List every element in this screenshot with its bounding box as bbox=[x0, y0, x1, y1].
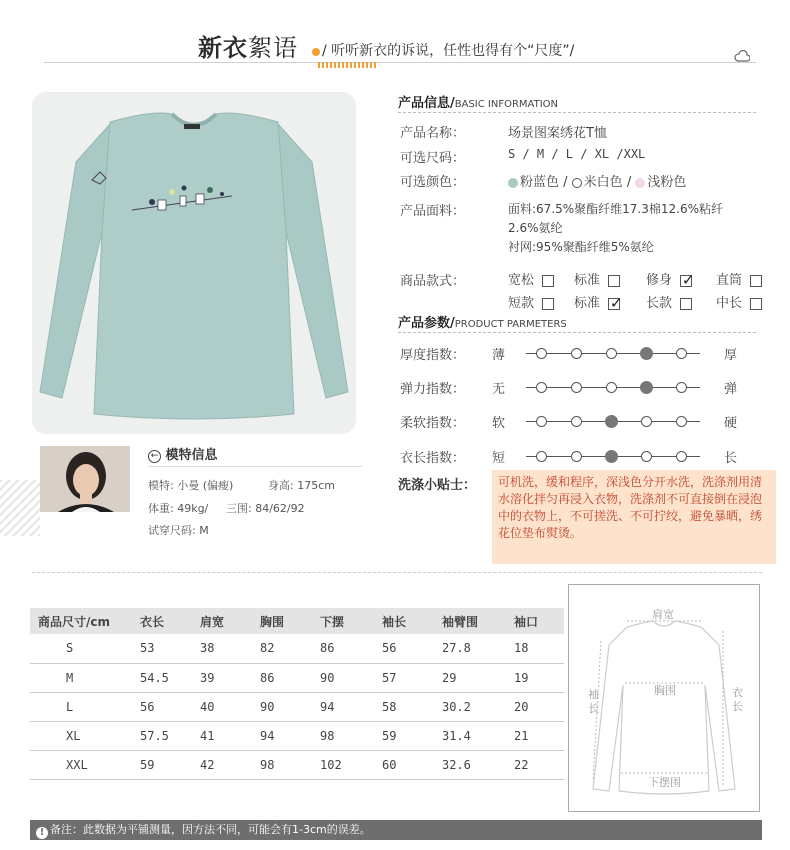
style-option: 宽松 bbox=[508, 273, 535, 288]
style-label: 商品款式： bbox=[400, 274, 466, 289]
scale-label: 柔软指数： bbox=[400, 416, 466, 431]
style-option: 标准 bbox=[574, 296, 601, 311]
table-cell: 20 bbox=[506, 692, 564, 721]
style-checkbox[interactable] bbox=[680, 298, 692, 310]
table-cell: 29 bbox=[434, 663, 506, 692]
table-cell: 86 bbox=[252, 663, 312, 692]
scale-dot bbox=[536, 451, 547, 462]
scale-min-label: 软 bbox=[492, 416, 506, 431]
table-header: 肩宽 bbox=[192, 608, 252, 634]
table-cell: 32.6 bbox=[434, 750, 506, 779]
fabric-line-1: 面料:67.5%聚酯纤维17.3棉12.6%粘纤 bbox=[508, 202, 724, 216]
size-table bbox=[30, 608, 564, 780]
scale-dot bbox=[571, 348, 582, 359]
color-options bbox=[508, 171, 686, 190]
style-checkbox[interactable] bbox=[750, 298, 762, 310]
table-cell: 31.4 bbox=[434, 721, 506, 750]
scale-label: 厚度指数： bbox=[400, 348, 466, 363]
diagram-hem-label: 下摆围 bbox=[648, 776, 681, 789]
table-header: 袖臂围 bbox=[434, 608, 506, 634]
page-title bbox=[198, 28, 298, 63]
scale-max-label: 硬 bbox=[724, 416, 738, 431]
model-heading-text: 模特信息 bbox=[165, 448, 218, 463]
table-cell: 39 bbox=[192, 663, 252, 692]
title-light: 絮语 bbox=[248, 34, 298, 62]
table-row bbox=[30, 634, 564, 663]
diagram-shoulder-label: 肩宽 bbox=[652, 608, 674, 621]
model-info-heading bbox=[148, 444, 218, 463]
table-cell: 90 bbox=[312, 663, 374, 692]
exclamation-icon: ! bbox=[36, 827, 48, 839]
table-cell: 98 bbox=[312, 721, 374, 750]
scale-dot bbox=[676, 348, 687, 359]
scale-dot-selected bbox=[640, 381, 653, 394]
fabric-line-2: 2.6%氨纶 bbox=[508, 221, 563, 235]
scale-dot-selected bbox=[605, 415, 618, 428]
scale-dot bbox=[536, 348, 547, 359]
diagram-sleeve-label-1: 袖 bbox=[588, 688, 599, 701]
arrow-circle-icon: ← bbox=[148, 450, 161, 463]
style-row-2-b bbox=[574, 292, 623, 312]
table-row bbox=[30, 692, 564, 721]
decorative-zigzag bbox=[0, 480, 40, 536]
diagram-sleeve-label-2: 长 bbox=[588, 702, 599, 715]
model-size: 试穿尺码: M bbox=[148, 524, 209, 537]
table-cell: 27.8 bbox=[434, 634, 506, 663]
fabric-line-3: 衬网:95%聚酯纤维5%氨纶 bbox=[508, 240, 654, 254]
table-header: 下摆 bbox=[312, 608, 374, 634]
scale-dot bbox=[641, 416, 652, 427]
page-subtitle: / 听听新衣的诉说，任性也得有个“尺度”/ bbox=[322, 43, 575, 59]
color-separator: / bbox=[622, 175, 632, 190]
table-cell: 56 bbox=[374, 634, 434, 663]
diagram-length-label-2: 长 bbox=[732, 700, 743, 713]
scale-min-label: 薄 bbox=[492, 348, 506, 363]
size-label: 可选尺码： bbox=[400, 151, 466, 166]
table-cell: 60 bbox=[374, 750, 434, 779]
table-cell: 57 bbox=[374, 663, 434, 692]
header-divider bbox=[44, 62, 756, 63]
style-option: 短款 bbox=[508, 296, 535, 311]
color-separator: / bbox=[559, 175, 568, 190]
table-cell: 86 bbox=[312, 634, 374, 663]
table-cell: 94 bbox=[252, 721, 312, 750]
style-row-2-c bbox=[646, 292, 692, 311]
table-cell: 38 bbox=[192, 634, 252, 663]
style-option: 长款 bbox=[646, 296, 673, 311]
title-bold: 新衣 bbox=[198, 33, 248, 62]
product-params-title bbox=[398, 312, 567, 331]
scale-dot bbox=[606, 382, 617, 393]
scale-dot-selected bbox=[605, 450, 618, 463]
table-cell: 90 bbox=[252, 692, 312, 721]
scale-max-label: 弹 bbox=[724, 382, 738, 397]
table-header: 商品尺寸/cm bbox=[30, 608, 132, 634]
scale-dot bbox=[641, 451, 652, 462]
scale-max-label: 厚 bbox=[724, 348, 738, 363]
name-value: 场景图案绣花T恤 bbox=[508, 126, 607, 141]
style-checkbox[interactable] bbox=[608, 275, 620, 287]
color-swatch-blue[interactable] bbox=[508, 178, 518, 188]
color-swatch-white[interactable] bbox=[572, 178, 582, 188]
product-params-title-cn: 产品参数/ bbox=[398, 316, 455, 331]
table-row bbox=[30, 721, 564, 750]
care-label: 洗涤小贴士： bbox=[398, 478, 477, 493]
style-option: 标准 bbox=[574, 273, 601, 288]
color-label: 可选颜色： bbox=[400, 175, 466, 190]
section-divider bbox=[32, 572, 762, 573]
style-checkbox-checked[interactable] bbox=[680, 270, 695, 289]
table-cell: 58 bbox=[374, 692, 434, 721]
color-swatch-pink[interactable] bbox=[635, 178, 645, 188]
product-info-divider bbox=[398, 112, 756, 113]
table-header: 衣长 bbox=[132, 608, 192, 634]
scale-dot bbox=[676, 416, 687, 427]
style-checkbox[interactable] bbox=[750, 275, 762, 287]
table-cell: 94 bbox=[312, 692, 374, 721]
check-mark-icon: ✓ bbox=[681, 270, 695, 289]
table-cell: 57.5 bbox=[132, 721, 192, 750]
product-photo bbox=[32, 92, 356, 434]
table-cell: 19 bbox=[506, 663, 564, 692]
style-row-1-b bbox=[574, 269, 620, 288]
product-info-title-en: BASIC INFORMATION bbox=[454, 99, 559, 110]
table-header-row bbox=[30, 608, 564, 634]
scale-label: 弹力指数： bbox=[400, 382, 466, 397]
scale-dot bbox=[606, 348, 617, 359]
table-cell: 40 bbox=[192, 692, 252, 721]
product-params-divider bbox=[398, 332, 756, 333]
accent-dot bbox=[312, 48, 320, 56]
table-cell: 102 bbox=[312, 750, 374, 779]
style-row-1-c bbox=[646, 269, 695, 289]
scale-dot bbox=[571, 416, 582, 427]
style-checkbox-checked[interactable] bbox=[608, 293, 623, 312]
table-header: 袖长 bbox=[374, 608, 434, 634]
name-label: 产品名称： bbox=[400, 126, 466, 141]
table-cell: 30.2 bbox=[434, 692, 506, 721]
model-height: 身高: 175cm bbox=[268, 479, 335, 492]
size-value: S / M / L / XL /XXL bbox=[508, 147, 646, 161]
table-row bbox=[30, 750, 564, 779]
color-name: 米白色 bbox=[583, 175, 623, 190]
color-name: 浅粉色 bbox=[647, 175, 687, 190]
style-option: 修身 bbox=[646, 273, 673, 288]
scale-max-label: 长 bbox=[724, 451, 738, 466]
table-cell: 54.5 bbox=[132, 663, 192, 692]
product-info-title-cn: 产品信息/ bbox=[398, 96, 455, 111]
model-divider bbox=[148, 466, 362, 467]
table-cell: L bbox=[30, 692, 132, 721]
product-info-title bbox=[398, 92, 558, 111]
scale-min-label: 短 bbox=[492, 451, 506, 466]
style-checkbox[interactable] bbox=[542, 275, 554, 287]
model-photo bbox=[40, 446, 130, 512]
model-weight: 体重: 49kg/ bbox=[148, 502, 209, 515]
scale-dot bbox=[571, 382, 582, 393]
style-row-1 bbox=[508, 269, 574, 288]
cloud-icon bbox=[734, 50, 750, 62]
style-row-2 bbox=[508, 292, 554, 311]
shirt-illustration bbox=[32, 92, 356, 434]
scale-dot-selected bbox=[640, 347, 653, 360]
scale-dot bbox=[676, 382, 687, 393]
scale-dot bbox=[536, 416, 547, 427]
check-mark-icon: ✓ bbox=[609, 293, 623, 312]
model-bust: 三围: 84/62/92 bbox=[226, 502, 305, 515]
scale-dot bbox=[676, 451, 687, 462]
scale-dot bbox=[571, 451, 582, 462]
fabric-label: 产品面料： bbox=[400, 204, 466, 219]
table-cell: 82 bbox=[252, 634, 312, 663]
style-row-2-d bbox=[716, 292, 762, 311]
table-cell: 59 bbox=[374, 721, 434, 750]
footer-note bbox=[30, 820, 762, 840]
table-cell: M bbox=[30, 663, 132, 692]
header-stripe bbox=[318, 62, 378, 68]
table-cell: 21 bbox=[506, 721, 564, 750]
table-cell: 98 bbox=[252, 750, 312, 779]
scale-min-label: 无 bbox=[492, 382, 506, 397]
care-tip-box: 可机洗，缓和程序，深浅色分开水洗，洗涤剂用清水溶化拌匀再浸入衣物，洗涤剂不可直接倒在浸泡中的衣物上，不可搓洗、不可拧绞，避免暴晒，绣花位垫布熨烫。 bbox=[492, 470, 776, 564]
table-cell: 41 bbox=[192, 721, 252, 750]
table-cell: XL bbox=[30, 721, 132, 750]
table-header: 胸围 bbox=[252, 608, 312, 634]
color-name: 粉蓝色 bbox=[520, 175, 560, 190]
table-cell: 56 bbox=[132, 692, 192, 721]
scale-label: 衣长指数： bbox=[400, 451, 466, 466]
table-cell: 42 bbox=[192, 750, 252, 779]
table-cell: 59 bbox=[132, 750, 192, 779]
footer-note-text: 备注：此数据为平铺测量，因方法不同，可能会有1-3cm的误差。 bbox=[50, 823, 371, 836]
scale-dot bbox=[536, 382, 547, 393]
table-cell: 22 bbox=[506, 750, 564, 779]
style-option: 直筒 bbox=[716, 273, 743, 288]
style-option: 中长 bbox=[716, 296, 743, 311]
style-checkbox[interactable] bbox=[542, 298, 554, 310]
table-cell: 18 bbox=[506, 634, 564, 663]
diagram-length-label-1: 衣 bbox=[732, 686, 743, 699]
product-params-title-en: PRODUCT PARMETERS bbox=[454, 319, 567, 330]
model-name: 模特: 小曼 (偏瘦) bbox=[148, 479, 234, 492]
table-cell: XXL bbox=[30, 750, 132, 779]
table-cell: 53 bbox=[132, 634, 192, 663]
diagram-chest-label: 胸围 bbox=[654, 684, 676, 697]
table-cell: S bbox=[30, 634, 132, 663]
style-row-1-d bbox=[716, 269, 762, 288]
table-header: 袖口 bbox=[506, 608, 564, 634]
table-row bbox=[30, 663, 564, 692]
